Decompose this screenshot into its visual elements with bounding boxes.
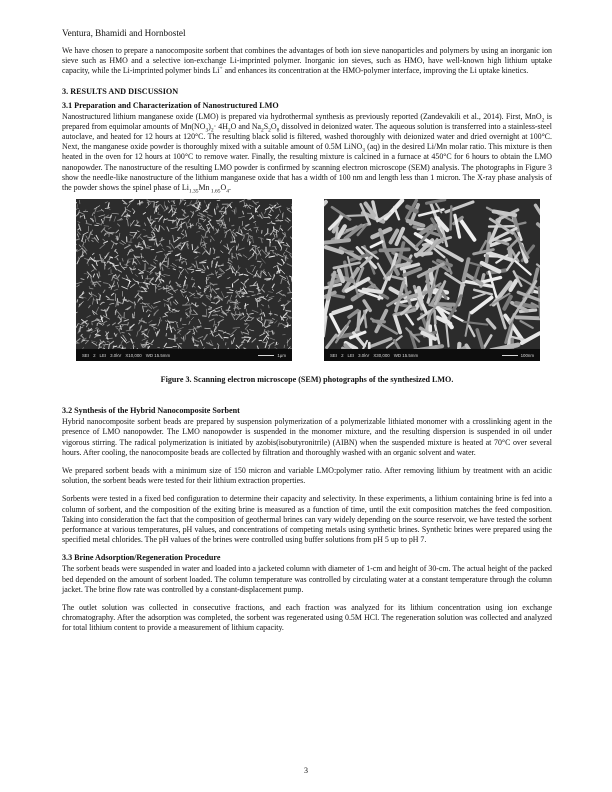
scale-bar-left xyxy=(258,355,274,356)
scale-bar-right xyxy=(502,355,518,356)
figure-caption: Figure 3. Scanning electron microscope (SEM) photographs of the synthesized LMO. xyxy=(160,375,454,385)
section-heading: 3. RESULTS AND DISCUSSION xyxy=(62,86,179,96)
paragraph-bead-size: We prepared sorbent beads with a minimum size of 150 micron and variable LMO:polymer ratio. After removing lithium by treatment with an acidic solution, the sorbent beads were tested for their lithium extraction properties. xyxy=(62,466,552,486)
intro-paragraph: We have chosen to prepare a nanocomposite sorbent that combines the advantages of both ion sieve nanoparticles and polymers by using an inorganic ion sieve such as HMO and a selective ion-exchange Li-imprinted polymer. Inorganic ion sieves, such as HMO, have well-known high lithium uptake capacity, while the Li-imprinted polymer binds Li+ and enhances its concentration at the HMO-polymer interface, improving the Li uptake kinetics. xyxy=(62,46,552,76)
figure-3 xyxy=(62,199,552,361)
paragraph-column: The sorbent beads were suspended in water and loaded into a jacketed column with diameter of 1-cm and height of 30-cm. The actual height of the packed bed depended on the amount of sorbent loaded. The column temperature was controlled by circulating water at a constant temperature through the column jacket. The brine flow rate was controlled by a constant-displacement pump. xyxy=(62,564,552,594)
sem-databar-left: SEI 2 LEI 3.0kV X10,000 WD 15.5mm 1μm xyxy=(76,349,292,361)
sem-texture-right xyxy=(324,199,540,349)
page-number: 3 xyxy=(304,766,308,775)
sem-databar-right: SEI 2 LEI 3.0kV X30,000 WD 15.5mm 100nm xyxy=(324,349,540,361)
subsection-heading-3-3: 3.3 Brine Adsorption/Regeneration Procedure xyxy=(62,553,221,563)
paragraph-fixed-bed: Sorbents were tested in a fixed bed configuration to determine their capacity and selectivity. In these experiments, a lithium containing brine is fed into a column of sorbent, and the composition of the exiting brine is measured as a function of time, until the exit composition matches the feed composition. Taking into consideration the fact that the composition of geothermal brines can vary widely depending on the source reservoir, we have tested the sorbent performance at various temperatures, pH values, and concentrations of competing metals using synthetic brines. Synthetic brines were prepared using the specified metal chlorides. The pH values of the brines were controlled using buffer solutions from pH 5 up to pH 7. xyxy=(62,494,552,545)
paragraph-lmo-synthesis: Nanostructured lithium manganese oxide (LMO) is prepared via hydrothermal synthesis as previously reported (Zandevakili et al., 2014). First, MnO$_2$ is prepared from equimolar amounts of $Mn(NO_3)_2\cdot 4H_2O$ and $Na_2S_2O_8$ dissolved in deionized water. The aqueous solution is transferred into a stainless-steel autoclave, and heated for 12 hours at 120°C. The resulting black solid is filtered, washed thoroughly with deionized water and dried overnight at 100°C. Next, the manganese oxide powder is thoroughly mixed with a suitable amount of 0.5M LiNO$_3$ (aq) in the desired Li/Mn molar ratio. This mixture is then heated in the oven for 12 hours at 100°C to remove water. Finally, the resulting mixture is calcined in a furnace at 450°C for 6 hours to obtain the LMO nanopowder. The nanostructure of the resulting LMO powder is confirmed by scanning electron microscope (SEM) analysis. The photographs in Figure 3 show the needle-like nanostructure of the lithium manganese oxide that has a width of 100 nm and length less than 1 micron. The X-ray phase analysis of the powder shows the spinel phase of $Li_{1.35}Mn$ $_{1.65}O_4$. xyxy=(62,111,552,195)
running-header: Ventura, Bhamidi and Hornbostel xyxy=(62,28,186,38)
sem-photo-left xyxy=(76,199,292,361)
sem-texture-left xyxy=(76,199,292,349)
sem-photo-right xyxy=(324,199,540,361)
subsection-heading-3-1: 3.1 Preparation and Characterization of Nanostructured LMO xyxy=(62,100,279,110)
page-body xyxy=(62,28,552,642)
subsection-heading-3-2: 3.2 Synthesis of the Hybrid Nanocomposite Sorbent xyxy=(62,406,240,416)
paragraph-outlet: The outlet solution was collected in consecutive fractions, and each fraction was analyzed for its lithium concentration using ion exchange chromatography. After the adsorption was completed, the sorbent was regenerated using 0.5M HCl. The regeneration solution was collected and analyzed for total lithium content to provide a measurement of lithium capacity. xyxy=(62,603,552,633)
paragraph-hybrid-synthesis: Hybrid nanocomposite sorbent beads are prepared by suspension polymerization of a polymerizable lithiated monomer with a crosslinking agent in the presence of LMO nanopowder. The LMO nanopowder is suspended in the monomer mixture, and the resulting dispersion is suspended in oil under vigorous stirring. The radical polymerization is initiated by azobis(isobutyronitrile) (AIBN) when the suspended mixture is heated at 70°C over several hours. After cooling, the nanocomposite beads are collected by filtration and thoroughly washed with an organic solvent and water. xyxy=(62,417,552,457)
